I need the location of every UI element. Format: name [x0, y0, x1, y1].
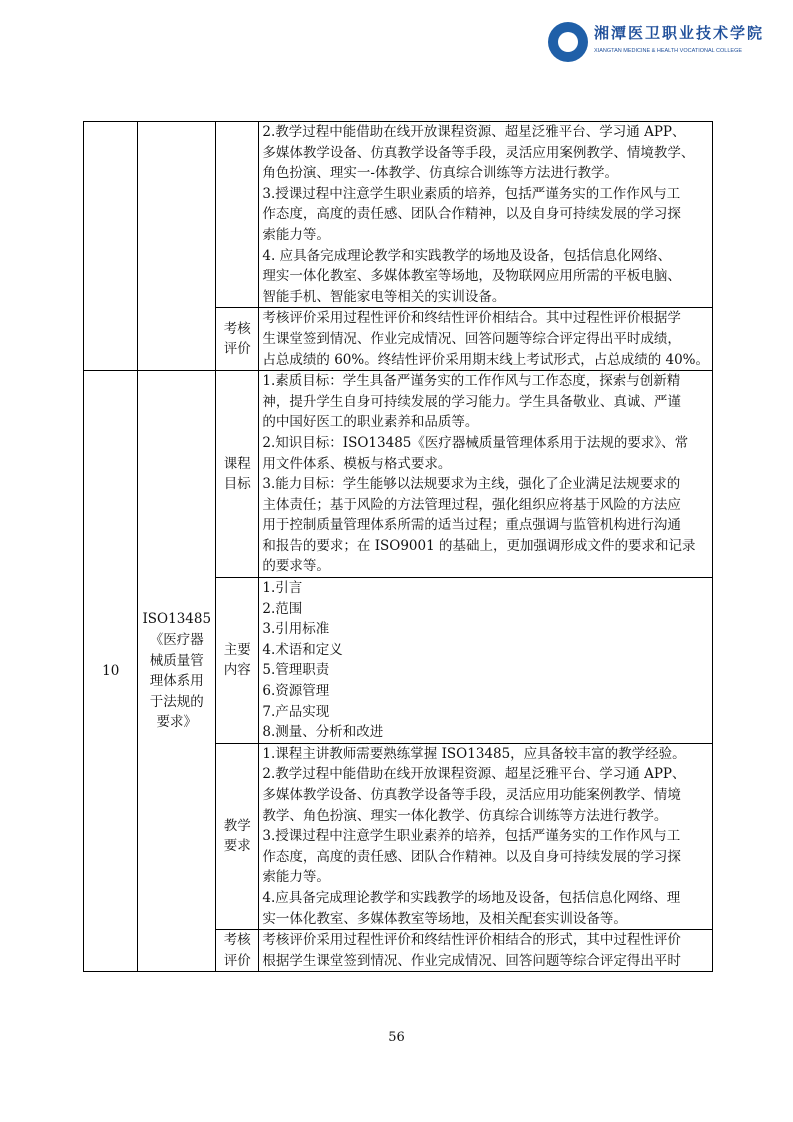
text-line: 2.教学过程中能借助在线开放课程资源、超星泛雅平台、学习通 APP、 [262, 766, 686, 783]
text-line: 理体系用 [149, 673, 204, 690]
course-table [83, 121, 713, 972]
logo-english-name: XIANGTAN MEDICINE & HEALTH VOCATIONAL COLLEGE [594, 48, 743, 54]
content-cell [259, 371, 713, 578]
content-cell [259, 578, 713, 744]
content-cell [259, 122, 713, 308]
text-line: 要求》 [156, 714, 198, 731]
table-row [84, 122, 713, 308]
label-cell [216, 930, 259, 972]
text-line: 3.引用标准 [262, 621, 330, 638]
text-line: 4. 应具备完成理论教学和实践教学的场地及设备，包括信息化网络、 [262, 247, 672, 264]
text-line: 考核评价采用过程性评价和终结性评价相结合。其中过程性评价根据学 [262, 310, 681, 327]
text-line: 智能手机、智能家电等相关的实训设备。 [262, 288, 506, 305]
text-line: 作态度，高度的责任感、团队合作精神，以及自身可持续发展的学习探 [262, 206, 681, 223]
text-line: 用文件体系、模板与格式要求。 [262, 455, 452, 472]
label-cell [216, 371, 259, 578]
text-line: 多媒体教学设备、仿真教学设备等手段，灵活应用功能案例教学、情境 [262, 787, 681, 803]
number-cell [84, 122, 138, 371]
number-cell: 10 [84, 371, 138, 972]
page-number: 56 [388, 1030, 405, 1045]
text-line: 评价 [223, 952, 251, 969]
text-line: 内容 [223, 662, 251, 679]
label-cell [216, 743, 259, 929]
text-line: 多媒体教学设备、仿真教学设备等手段，灵活应用案例教学、情境教学、 [262, 144, 695, 161]
text-line: 2.范围 [262, 600, 303, 617]
text-line: 3.能力目标：学生能够以法规要求为主线，强化了企业满足法规要求的 [262, 476, 681, 493]
text-line: 6.资源管理 [262, 683, 330, 700]
text-line: 于法规的 [149, 693, 204, 710]
label-cell [216, 308, 259, 371]
text-line: 1.课程主讲教师需要熟练掌握 ISO13485，应具备较丰富的教学经验。 [262, 745, 686, 762]
text-line: 理实一体化教室、多媒体教室等场地，及物联网应用所需的平板电脑、 [262, 268, 681, 285]
text-line: 教学、角色扮演、理实一体化教学、仿真综合训练等方法进行教学。 [262, 807, 668, 824]
table-row [84, 371, 713, 578]
text-line: 的中国好医工的职业素养和品质等。 [262, 414, 479, 431]
text-line: 7.产品实现 [262, 703, 330, 720]
text-line: 索能力等。 [262, 226, 330, 243]
text-line: 评价 [223, 341, 251, 358]
college-logo [548, 22, 765, 66]
text-line: 械质量管 [149, 652, 204, 669]
text-line: 2.教学过程中能借助在线开放课程资源、超星泛雅平台、学习通 APP、 [262, 124, 686, 140]
text-line: 作态度，高度的责任感、团队合作精神。以及自身可持续发展的学习探 [262, 848, 681, 865]
course-name-cell [138, 371, 216, 972]
content-cell [259, 930, 713, 972]
text-line: 神，提升学生自身可持续发展的学习能力。学生具备敬业、真诚、严谨 [262, 393, 681, 410]
text-line: 2.知识目标：ISO13485《医疗器械质量管理体系用于法规的要求》、常 [262, 434, 689, 451]
label-cell [216, 578, 259, 744]
text-line: 《医疗器 [149, 632, 204, 649]
text-line: ISO13485 [142, 611, 212, 628]
text-line: 主体责任；基于风险的方法管理过程，强化组织应将基于风险的方法应 [262, 496, 681, 513]
text-line: 4.应具备完成理论教学和实践教学的场地及设备，包括信息化网络、理 [262, 889, 681, 906]
text-line: 根据学生课堂签到情况、作业完成情况、回答问题等综合评定得出平时 [262, 952, 681, 969]
text-line: 用于控制质量管理体系所需的适当过程；重点强调与监管机构进行沟通 [262, 517, 681, 534]
text-line: 3.授课过程中注意学生职业素质的培养，包括严谨务实的工作作风与工 [262, 185, 681, 202]
text-line: 和报告的要求；在 ISO9001 的基础上，更加强调形成文件的要求和记录 [262, 537, 696, 554]
text-line: 考核 [223, 320, 251, 337]
text-line: 主要 [223, 641, 251, 658]
college-seal-icon [548, 22, 588, 62]
text-line: 1.素质目标：学生具备严谨务实的工作作风与工作态度，探索与创新精 [262, 373, 681, 390]
text-line: 的要求等。 [262, 558, 330, 575]
text-line: 目标 [223, 476, 251, 493]
text-line: 考核评价采用过程性评价和终结性评价相结合的形式，其中过程性评价 [262, 932, 681, 949]
text-line: 角色扮演、理实一-体教学、仿真综合训练等方法进行教学。 [262, 165, 618, 182]
text-line: 1.引言 [262, 580, 303, 597]
content-cell [259, 743, 713, 929]
text-line: 要求 [223, 838, 251, 855]
logo-chinese-name: 湘潭医卫职业技术学院 [594, 24, 765, 42]
text-line: 课程 [223, 455, 251, 472]
content-cell [259, 308, 713, 371]
text-line: 3.授课过程中注意学生职业素养的培养，包括严谨务实的工作作风与工 [262, 828, 681, 845]
text-line: 占总成绩的 60%。终结性评价采用期末线上考试形式，占总成绩的 40%。 [262, 351, 709, 368]
text-line: 实一体化教室、多媒体教室等场地，及相关配套实训设备等。 [262, 910, 627, 927]
text-line: 考核 [223, 932, 251, 949]
text-line: 索能力等。 [262, 869, 330, 886]
text-line: 5.管理职责 [262, 662, 330, 679]
text-line: 8.测量、分析和改进 [262, 724, 384, 741]
label-cell [216, 122, 259, 308]
text-line: 教学 [223, 817, 251, 834]
text-line: 4.术语和定义 [262, 641, 343, 658]
text-line: 生课堂签到情况、作业完成情况、回答问题等综合评定得出平时成绩， [262, 330, 681, 347]
course-cell [138, 122, 216, 371]
